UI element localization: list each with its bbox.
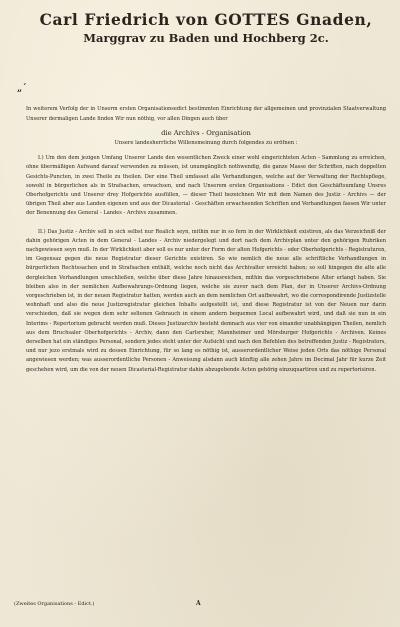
paragraph-1-text: I.) Um den dem jezigen Umfang Unserer Lande den wesentlichen Zweck einer wohl eingerichteten Acten - Sammlung zu erreichen, ohne übermäßigen Aufwand darauf verwenden zu müssen, ist unumgänglich nothwendig, die ganze Masse der Schriften, nach doppelten Gesichts-Puncten, in zwei Theile zu theilen. Der eine Theil umfasset alle Verhandlungen, welche auf der Verwaltung der Rechtspflege, sowohl in bürgerlichen als in Strafsachen, erwachsen, und nach Unserem ersten Organisations - Edict den Geschäftsumfang Unsres Oberhofgerichts und Unserer drey Hofgerichte ausfüllen, — dieser Theil bezeichnen Wir mit dem Namen des Justiz - Archivs — der übrigen Theil aber aus Landen eigenen und aus der Dicasterial - Geschäften erwachsenden Schriften und Verhandlungen fassen Wir unter der Benennung des General - Landes - Archivs zusammen. — [26, 155, 386, 217]
paragraph-1 — [26, 154, 386, 218]
title-line-2: Marggrav zu Baden und Hochberg 2c. — [83, 31, 329, 45]
signature-mark: A — [196, 600, 201, 607]
title-line-1: Carl Friedrich von GOTTES Gnaden, — [39, 10, 373, 29]
subject-heading: die Archivs - Organisation — [161, 129, 251, 138]
paragraph-2 — [26, 228, 386, 375]
paragraph-2-text: II.) Das Justiz - Archiv soll in sich selbst nur Realich seyn, mithin nur in so fern in der Wirklichkeit existiren, als das Verzeichniß der dahin gehörigen Acten in dem General - Landes - Archiv niedergelegt und dort nach dem Archivplan unter den gehörigen Rubriken nachgewiesen seyn muß. In der Wirklichkeit aber soll es nur unter der Form der alten Hofgerichts - oder Oberhofgerichts - Registraturen, im Gegensaz gegen die neue Registratur dieser Gerichte existiren. So wie nemlich die neue alle schriftliche Verhandlungen in bürgerlichen Rechtssachen und in Strafsachen enthält, welche noch nicht das Archivalter erreicht haben; so soll hingegen die alte alle dergleichen Verhandlungen umschließen, welche über diese Jahre hinausreichen, mithin das vorgeschriebene Alter erlangt haben. Sie bleiben also in der nemlichen Aufbewahrungs-Ordnung liegen, welche sie zuvor nach dem Plan, der in Unserer Archivs-Ordnung vorgeschrieben ist, in der neuen Registratur hatten, werden auch an dem nemlichen Ort aufbewahrt, wo die correspondirende Justizstelle wohnhaft und also die neue Justizregistratur gleichen Inhalts aufgestellt ist, und diese Registratur ist von der Neuen nur darin verschieden, daß sie wegen dem sehr seltenen Gebrauch in einem andern bequemen Local aufbewahrt wird, und daß sie nun in ein Interims - Repertorium gebracht werden muß. Dieses Justizarchiv besteht demnach aus vier von einander unabhängigen Theilen, nemlich aus dem Bruchsaler Oberhofgerichts - Archiv, dann den Carlsruher, Mannheimer und Mörsburger Hofgerichts - Archiven. Keines derselben hat ein ständiges Personal, sondern jedes steht unter der Aufsicht und nach den Befehlen des betreffenden Justiz - Registrators, und nur jezo erstmals wird zu dessen Einrichtung, für so lang es nöthig ist, ausserordentlicher Weise jeden Orts das nöthige Personal angewiesen werden; was ausserordentliche Personen - Anweisung alsdann auch künftig alle zehen Jahre im Decimal Jahr für kurze Zeit geschehen wird, um die von der neuen Dicasterial-Registratur dahin abzugebende Acten gehörig einzuquartiren und zu repertorisiren. — [26, 228, 386, 373]
footer-note: (Zweites Organisations - Edict.) — [14, 601, 95, 607]
formula-line: Unsere landesherrliche Willensmeinung durch folgendes zu eröfnen : — [114, 140, 298, 147]
handwritten-mark: „´ — [17, 84, 27, 94]
intro-paragraph: In weiterem Verfolg der in Unserm ersten Organisationsedict bestimmten Einrichtung der allgemeinen und provinzialen Staatverwaltung Unserer dermaligen Lande finden Wir nun nöthig, vor allen Dingen auch über — [26, 106, 386, 122]
